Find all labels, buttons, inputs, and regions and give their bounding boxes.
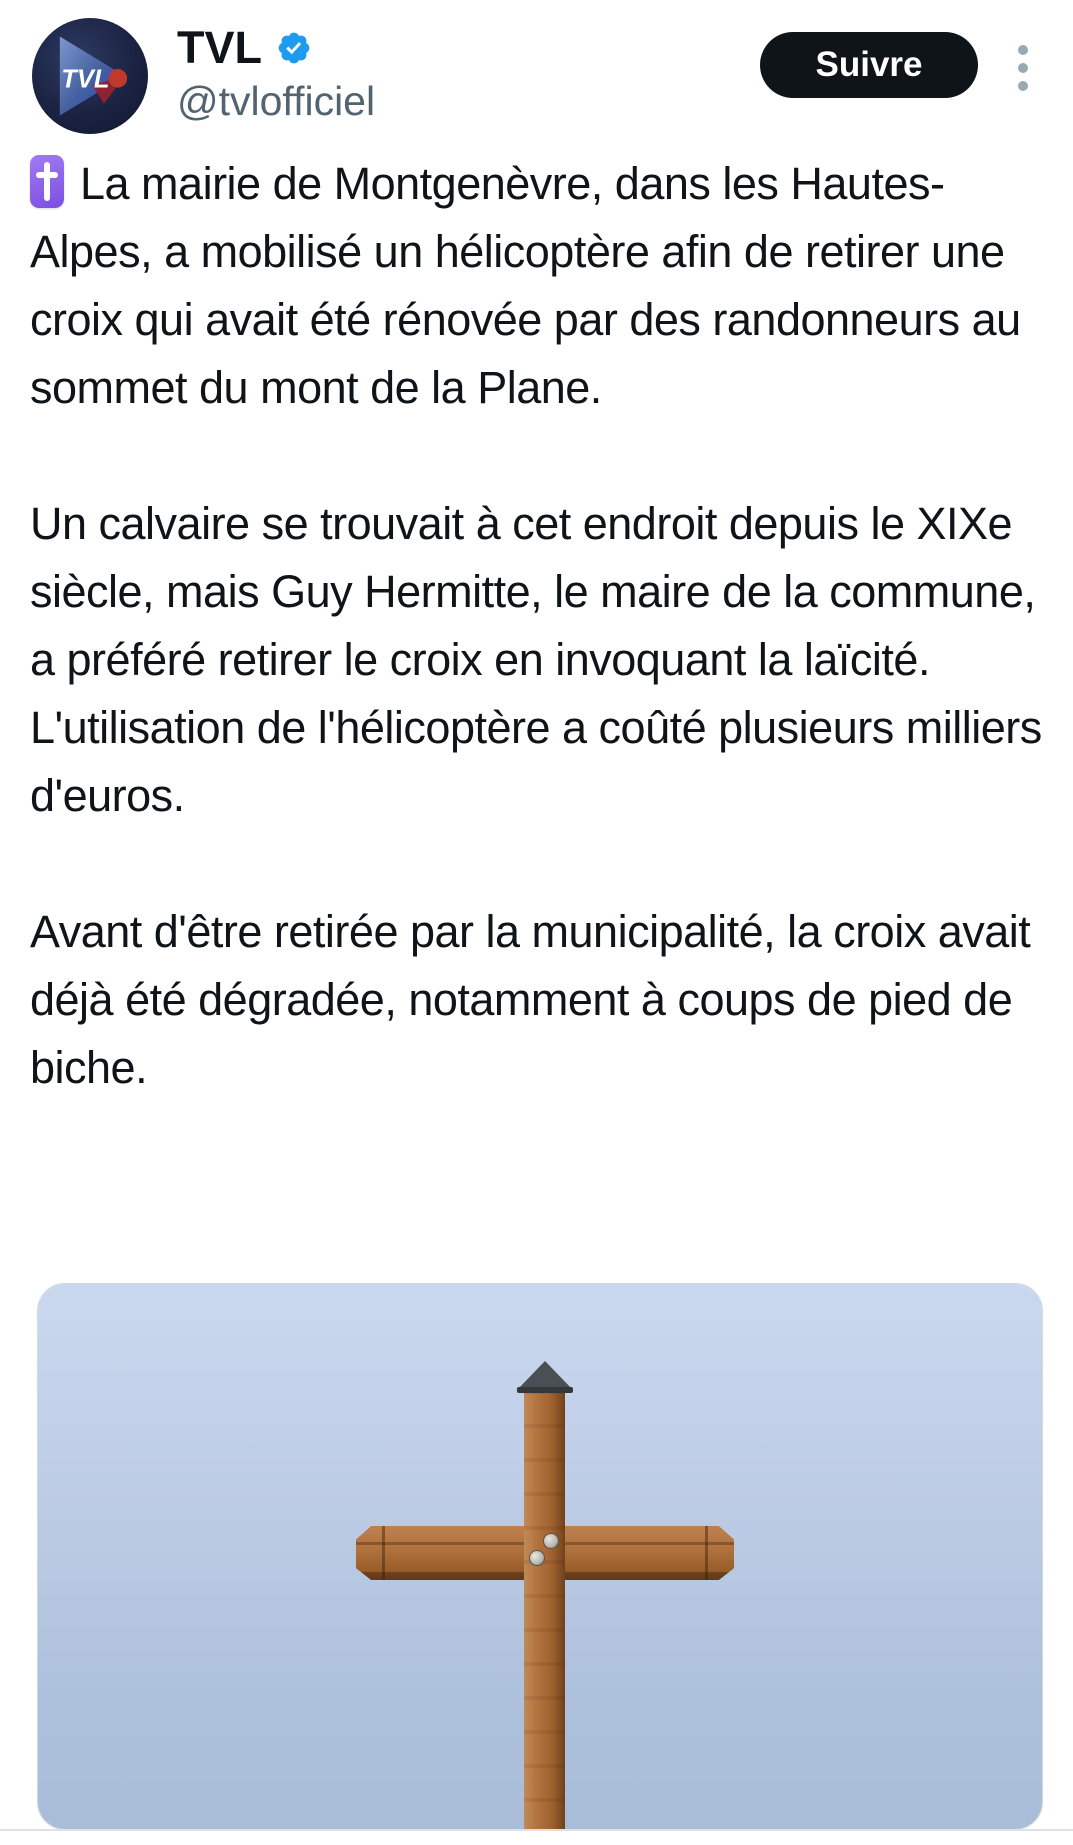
tweet-text — [30, 150, 1043, 1170]
avatar[interactable] — [32, 18, 148, 134]
tweet-paragraph-text: La mairie de Montgenèvre, dans les Hautes-Alpes, a mobilisé un hélicoptère afin de retirer une croix qui avait été rénovée par des randonneurs au sommet du mont de la Plane. — [30, 158, 1021, 413]
more-vertical-icon[interactable] — [1014, 45, 1032, 91]
latin-cross-emoji — [30, 155, 64, 208]
follow-button[interactable]: Suivre — [760, 32, 978, 98]
cross-bolt — [529, 1550, 545, 1566]
author-block — [177, 22, 375, 126]
tweet-photo[interactable] — [37, 1283, 1043, 1830]
divider — [0, 1829, 1073, 1831]
verified-badge-icon — [276, 30, 312, 66]
cross-metal-cap — [517, 1361, 573, 1390]
tweet-paragraph — [30, 150, 1043, 422]
tweet-paragraph: Avant d'être retirée par la municipalité, la croix avait déjà été dégradée, notamment à coups de pied de biche. — [30, 906, 1031, 1093]
user-handle[interactable]: @tvlofficiel — [177, 78, 376, 124]
display-name[interactable]: TVL — [177, 22, 262, 73]
cross-cap-base — [517, 1387, 573, 1393]
tvl-logo-icon — [32, 18, 148, 134]
svg-text:TVL: TVL — [61, 65, 110, 94]
wooden-cross-post — [524, 1390, 565, 1829]
tweet-paragraph: Un calvaire se trouvait à cet endroit depuis le XIXe siècle, mais Guy Hermitte, le maire de la commune, a préféré retirer le croix en invoquant la laïcité. L'utilisation de l'hélicoptère a coûté plusieurs milliers d'euros. — [30, 498, 1042, 821]
cross-bolt — [543, 1533, 559, 1549]
